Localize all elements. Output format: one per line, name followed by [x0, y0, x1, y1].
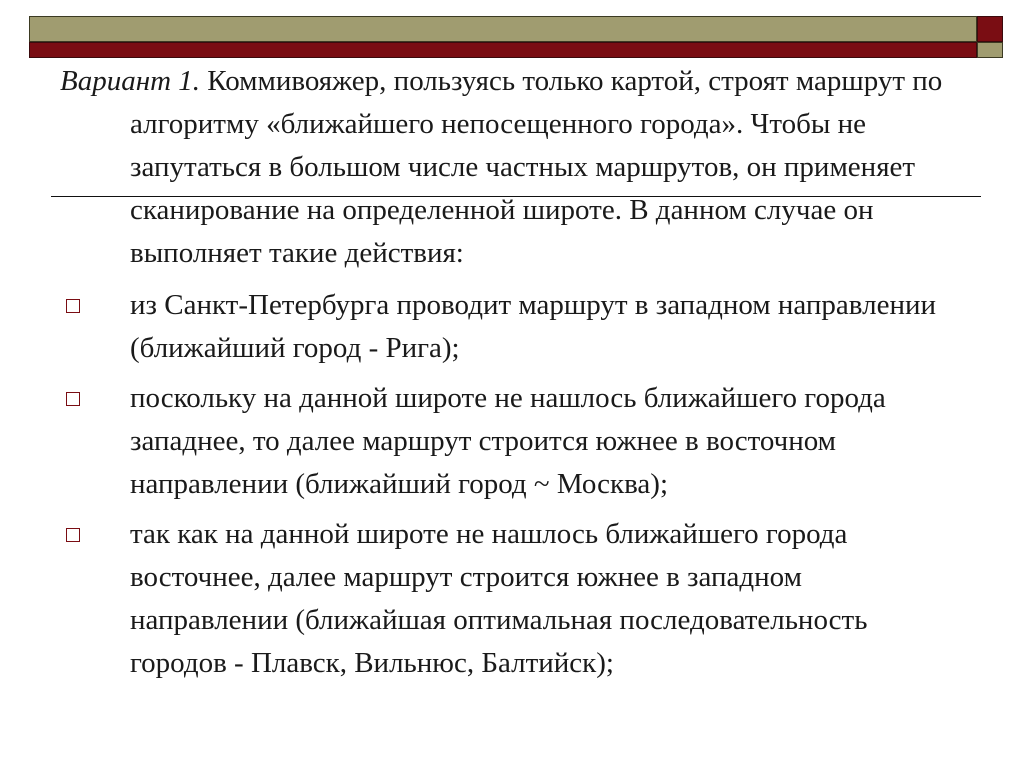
bullet-text: так как на данной широте не нашлось ближайшего города восточнее, далее маршрут строится южнее в западном направлении (ближайшая оптимальная последовательность городов - Плавск, Вильнюс, Балтийск); — [130, 518, 868, 679]
header-corner-red-square — [977, 16, 1003, 42]
lead-text: Коммивояжер, пользуясь только картой, строят маршрут по алгоритму «ближайшего непосещенного города». Чтобы не запутаться в большом числе частных маршрутов, он применяет сканирование на определенной широте. В данном случае он выполняет такие действия: — [130, 65, 943, 269]
square-bullet-icon — [66, 299, 80, 313]
bullet-text: поскольку на данной широте не нашлось ближайшего города западнее, то далее маршрут строится южнее в восточном направлении (ближайший город ~ Москва); — [130, 382, 886, 500]
variant-label: Вариант 1. — [60, 65, 201, 97]
header-red-band — [29, 42, 977, 58]
header-olive-band — [29, 16, 977, 42]
lead-paragraph — [60, 60, 960, 275]
bullet-item — [60, 377, 960, 506]
square-bullet-icon — [66, 528, 80, 542]
bullet-item — [60, 513, 960, 685]
bullet-text: из Санкт-Петербурга проводит маршрут в западном направлении (ближайший город - Рига); — [130, 289, 937, 364]
bullet-item — [60, 284, 960, 370]
square-bullet-icon — [66, 392, 80, 406]
bullet-list — [60, 284, 960, 685]
slide-body — [60, 60, 960, 692]
header-corner-olive-square — [977, 42, 1003, 58]
